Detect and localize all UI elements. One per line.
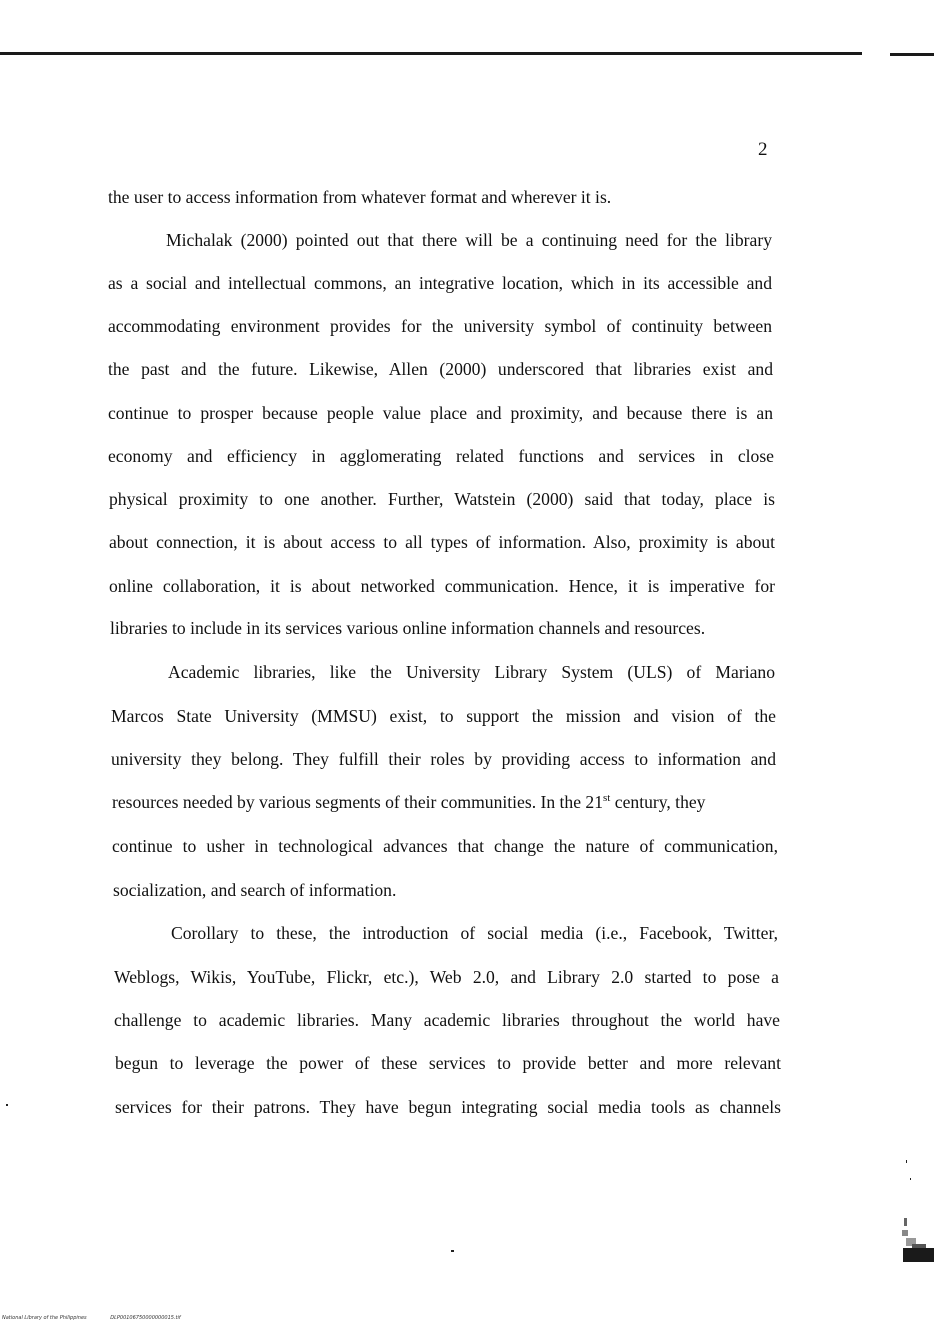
text-line-4: accommodating environment provides for the university symbol of continuity between	[108, 316, 772, 336]
text-line-19: Weblogs, Wikis, YouTube, Flickr, etc.), Web 2.0, and Library 2.0 started to pose a	[114, 967, 779, 987]
text-line-20: challenge to academic libraries. Many academic libraries throughout the world have	[114, 1010, 780, 1030]
footer-id: DLP00106750000000015.tif	[110, 1315, 181, 1321]
text-line-22: services for their patrons. They have begun integrating social media tools as channels	[115, 1097, 781, 1117]
text-line-15-end: century, they	[610, 792, 706, 812]
text-line-5: the past and the future. Likewise, Allen (2000) underscored that libraries exist and	[108, 359, 773, 379]
text-line-11: libraries to include in its services various online information channels and resources.	[110, 618, 706, 638]
text-line-2: Michalak (2000) pointed out that there will be a continuing need for the library	[166, 230, 772, 250]
text-line-7: economy and efficiency in agglomerating related functions and services in close	[108, 446, 774, 466]
page-number: 2	[758, 139, 768, 160]
text-line-18: Corollary to these, the introduction of social media (i.e., Facebook, Twitter,	[171, 923, 778, 943]
text-line-10: online collaboration, it is about networked communication. Hence, it is imperative for	[109, 576, 775, 596]
footer-library: National Library of the Philippines	[2, 1315, 87, 1321]
text-line-12: Academic libraries, like the University Library System (ULS) of Mariano	[168, 662, 775, 682]
text-line-9: about connection, it is about access to all types of information. Also, proximity is about	[109, 532, 775, 552]
scan-speck	[451, 1250, 454, 1252]
superscript-st: st	[603, 792, 611, 804]
top-scan-rule-right	[890, 53, 934, 56]
top-scan-rule	[0, 52, 862, 55]
scan-speck	[906, 1160, 907, 1163]
text-line-16: continue to usher in technological advances that change the nature of communication,	[112, 836, 778, 856]
text-line-17: socialization, and search of information.	[113, 880, 397, 900]
scan-speck	[6, 1104, 8, 1106]
text-line-15	[112, 791, 705, 813]
scan-footer	[2, 1314, 203, 1322]
text-line-1: the user to access information from whatever format and wherever it is.	[108, 187, 612, 207]
text-line-3: as a social and intellectual commons, an integrative location, which in its accessible and	[108, 273, 772, 293]
text-line-6: continue to prosper because people value place and proximity, and because there is an	[108, 403, 773, 423]
text-line-14: university they belong. They fulfill their roles by providing access to information and	[111, 749, 776, 769]
text-line-21: begun to leverage the power of these services to provide better and more relevant	[115, 1053, 781, 1073]
text-line-13: Marcos State University (MMSU) exist, to support the mission and vision of the	[111, 706, 776, 726]
text-line-8: physical proximity to one another. Further, Watstein (2000) said that today, place is	[109, 489, 775, 509]
scan-artifact-mark	[900, 1208, 934, 1264]
text-line-15-start: resources needed by various segments of their communities. In the 21	[112, 792, 604, 812]
scan-speck	[910, 1178, 911, 1180]
